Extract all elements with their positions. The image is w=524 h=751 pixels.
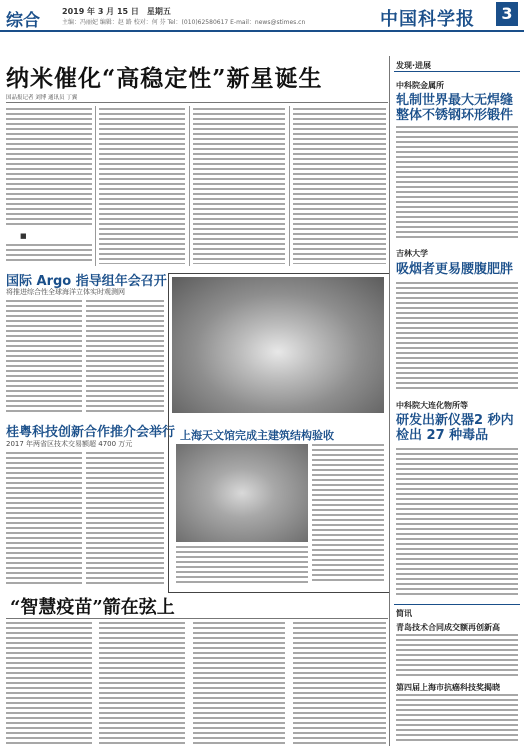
guiyue-col-2 bbox=[86, 452, 164, 586]
vaccine-col-3 bbox=[193, 622, 285, 746]
guiyue-subtitle: 2017 年两省区技术交易额超 4700 万元 bbox=[6, 440, 133, 448]
guiyue-title: 桂粤科技创新合作推介会举行 bbox=[6, 425, 176, 440]
photo-box-body bbox=[176, 546, 308, 584]
vaccine-headline: “智慧疫苗”箭在弦上 bbox=[10, 597, 175, 618]
col-rule bbox=[189, 106, 190, 266]
sidebar-item-title: 吸烟者更易腰腹肥胖 bbox=[396, 262, 514, 277]
argo-col-2 bbox=[86, 300, 164, 412]
lead-col-1 bbox=[6, 108, 92, 228]
planetarium-photo bbox=[172, 277, 384, 413]
col-rule bbox=[95, 106, 96, 266]
photo-caption-text bbox=[312, 444, 384, 584]
guiyue-col-1 bbox=[6, 452, 82, 586]
vaccine-col-1 bbox=[6, 622, 92, 746]
vaccine-col-2 bbox=[99, 622, 185, 746]
vaccine-col-4 bbox=[293, 622, 386, 746]
lead-subhead-1: ■ bbox=[20, 232, 27, 240]
newsflash-item: 第四届上海市抗癌科技奖揭晓 bbox=[396, 683, 500, 692]
sidebar-item-org: 中科院大连化物所等 bbox=[396, 401, 468, 410]
sidebar-item-org: 吉林大学 bbox=[396, 249, 428, 258]
sidebar-item-title: 轧制世界最大无焊缝整体不锈钢环形锻件 bbox=[396, 93, 514, 123]
planetarium-detail-photo bbox=[176, 444, 308, 542]
newsflash-body bbox=[396, 694, 518, 744]
issue-date: 2019 年 3 月 15 日 星期五 bbox=[62, 7, 171, 16]
sidebar-header-rule bbox=[394, 71, 520, 72]
edition-info: 主编：冯丽妃 编辑：赵 路 校对：何 芬 Tel：(010)62580617 E-mail：news@stimes.cn bbox=[62, 19, 306, 26]
argo-subtitle: 将推进综合性全球海洋立体实时观测网 bbox=[6, 288, 125, 296]
newsflash-body bbox=[396, 634, 518, 676]
photo-box-title: 上海天文馆完成主建筑结构验收 bbox=[180, 429, 334, 442]
lead-headline: 纳米催化“高稳定性”新星诞生 bbox=[6, 65, 323, 92]
section-label: 综合 bbox=[6, 11, 40, 31]
sidebar-item-title: 研发出新仪器2 秒内检出 27 种毒品 bbox=[396, 413, 514, 443]
newsflash-header: 简讯 bbox=[396, 609, 412, 618]
lead-rule bbox=[6, 102, 388, 103]
bottom-rule bbox=[6, 618, 388, 619]
newsflash-item: 青岛技术合同成交额再创新高 bbox=[396, 623, 500, 632]
sidebar-header: 发现·进展 bbox=[396, 61, 432, 70]
newspaper-brand: 中国科学报 bbox=[380, 9, 475, 30]
argo-title: 国际 Argo 指导组年会召开 bbox=[6, 274, 167, 289]
page-number: 3 bbox=[496, 2, 518, 26]
newsflash-rule bbox=[394, 604, 520, 605]
sidebar-item-body bbox=[396, 282, 518, 390]
sidebar-item-body bbox=[396, 448, 518, 598]
lead-col-4 bbox=[293, 108, 386, 264]
lead-author: 国品报记者 刘博 通讯员 丁翼 bbox=[6, 95, 78, 101]
lead-col-3 bbox=[193, 108, 285, 264]
col-rule bbox=[289, 106, 290, 266]
sidebar-item-body bbox=[396, 126, 518, 238]
sidebar-divider bbox=[389, 56, 390, 746]
lead-col-1b bbox=[6, 244, 92, 264]
argo-col-1 bbox=[6, 300, 82, 412]
lead-col-2 bbox=[99, 108, 185, 264]
sidebar-item-org: 中科院金属所 bbox=[396, 81, 444, 90]
